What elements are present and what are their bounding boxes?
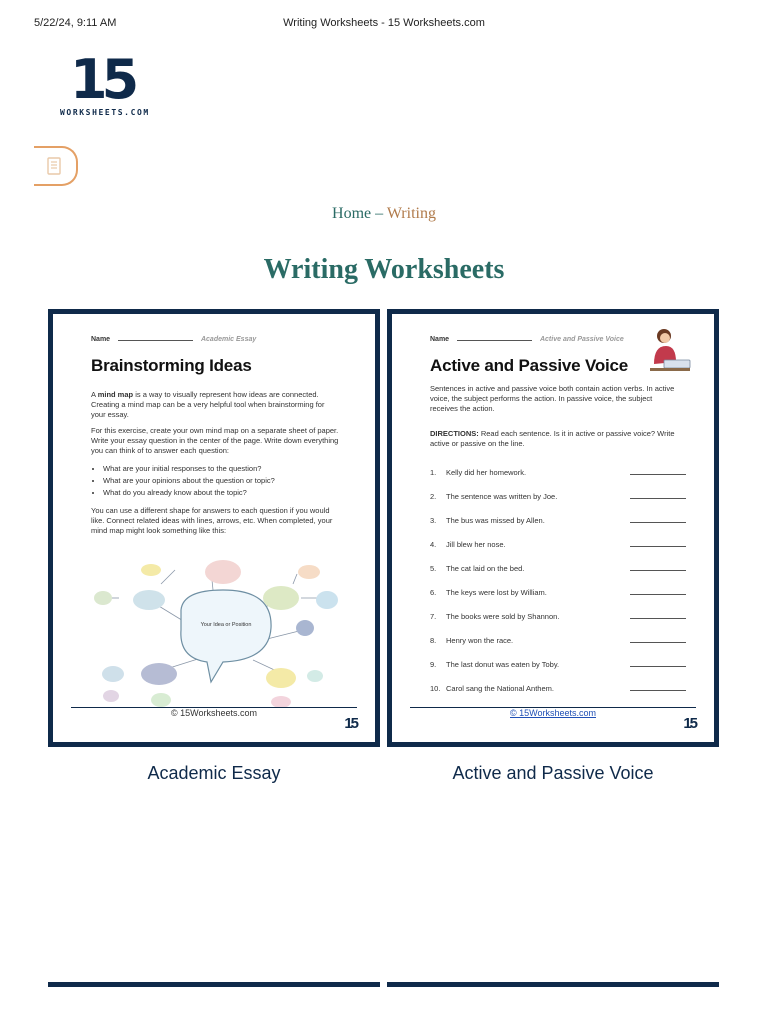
ws-footer-copyright: © 15Worksheets.com [510,708,596,718]
ws-intro-part: A [91,390,98,399]
mind-map-illustration [83,550,353,710]
ws-name-label: Name [430,336,450,343]
ws-question-text: Kelly did her homework. [446,468,527,477]
ws-bullet-list [103,464,343,500]
ws-question [430,516,680,525]
ws-question-text: Henry won the race. [446,636,514,645]
ws-question-text: The bus was missed by Allen. [446,516,545,525]
breadcrumb-home-link[interactable]: Home [332,205,372,222]
ws-intro-bold: mind map [97,390,134,399]
ws-intro [91,390,341,420]
ws-question [430,660,680,669]
ws-name-row [91,336,256,343]
ws-question-number: 7. [430,612,437,621]
logo-subtitle: WORKSHEETS.COM [60,108,150,117]
ws-question-number: 8. [430,636,437,645]
ws-question-number: 5. [430,564,437,573]
ws-question [430,564,680,573]
ws-answer-line [630,594,686,595]
ws-question-number: 4. [430,540,437,549]
ws-name-label: Name [91,336,111,343]
ws-directions-text: Read each sentence. Is it in active or passive voice? Write active or passive on the line. [430,429,675,448]
ws-question [430,540,680,549]
ws-directions-label: DIRECTIONS: [430,429,479,438]
breadcrumb-current-link[interactable]: Writing [386,205,436,222]
print-header [0,17,768,33]
ws-question-text: The books were sold by Shannon. [446,612,560,621]
worksheet-card-academic-essay[interactable] [48,309,380,747]
ws-answer-line [630,642,686,643]
ws-answer-line [630,546,686,547]
list-icon [45,156,65,176]
ws-heading: Active and Passive Voice [430,356,629,375]
ws-answer-line [630,498,686,499]
ws-question-number: 1. [430,468,437,477]
ws-question-number: 2. [430,492,437,501]
ws-para2: For this exercise, create your own mind map on a separate sheet of paper. Write your essay question in the center of the page. Write down everything you can think of to answer each question: [91,426,339,455]
ws-para3: You can use a different shape for answers to each question if you would like. Connect related ideas with lines, arrows, etc. When completed, your mind map might look something like this: [91,506,333,535]
logo-number: 15 [70,48,134,111]
card-caption-academic-essay[interactable]: Academic Essay [147,763,281,783]
ws-question-number: 9. [430,660,437,669]
ws-question-text: The last donut was eaten by Toby. [446,660,560,669]
ws-name-row [430,336,624,343]
print-datetime: 5/22/24, 9:11 AM [34,17,117,29]
next-card-top-edge[interactable] [48,982,380,987]
page-title: Writing Worksheets [263,254,505,285]
ws-category: Active and Passive Voice [539,336,624,343]
ws-question [430,684,680,693]
ws-question-text: The keys were lost by William. [446,588,547,597]
ws-heading: Brainstorming Ideas [91,356,252,375]
ws-bullet: • What do you already know about the topic? [103,488,343,497]
ws-bullet: • What are your opinions about the question or topic? [103,476,343,485]
ws-name-line [118,340,193,341]
ws-question [430,636,680,645]
breadcrumb [0,205,768,223]
ws-question-number: 10. [430,684,441,693]
ws-question [430,492,680,501]
ws-bullet: • What are your initial responses to the question? [103,464,343,473]
ws-question [430,588,680,597]
ws-intro: Sentences in active and passive voice both contain action verbs. In active voice, the subject performs the action. In passive voice, the subject receives the action. [430,384,675,413]
ws-answer-line [630,522,686,523]
ws-question-number: 6. [430,588,437,597]
breadcrumb-separator: – [375,205,384,222]
next-card-top-edge[interactable] [387,982,719,987]
ws-answer-line [630,666,686,667]
ws-question-text: Carol sang the National Anthem. [446,684,554,693]
ws-answer-line [630,618,686,619]
ws-question [430,468,680,477]
ws-question-text: The sentence was written by Joe. [446,492,558,501]
ws-directions [430,429,680,449]
mind-map-center-bubble [181,590,271,682]
ws-answer-line [630,474,686,475]
ws-mini-logo: 15 [683,715,696,732]
ws-answer-line [630,690,686,691]
ws-question-text: Jill blew her nose. [446,540,506,549]
ws-answer-line [630,570,686,571]
site-logo[interactable] [58,50,150,120]
print-page-title: Writing Worksheets - 15 Worksheets.com [283,17,485,29]
ws-footer-copyright: © 15Worksheets.com [171,708,257,718]
student-reading-icon [646,324,694,378]
ws-name-line [457,340,532,341]
menu-toggle-button[interactable] [34,146,78,186]
ws-question-number: 3. [430,516,437,525]
ws-mini-logo: 15 [344,715,357,732]
ws-intro-part: is a way to visually represent how ideas are connected. Creating a mind map can be a very helpful tool when brainstorming for your essay. [91,390,325,419]
mind-map-center-label: Your Idea or Position [200,622,252,628]
ws-question-text: The cat laid on the bed. [446,564,525,573]
card-caption-active-passive-voice[interactable]: Active and Passive Voice [452,763,654,783]
ws-category: Academic Essay [200,336,257,343]
ws-question [430,612,680,621]
worksheet-card-active-passive-voice[interactable] [387,309,719,747]
